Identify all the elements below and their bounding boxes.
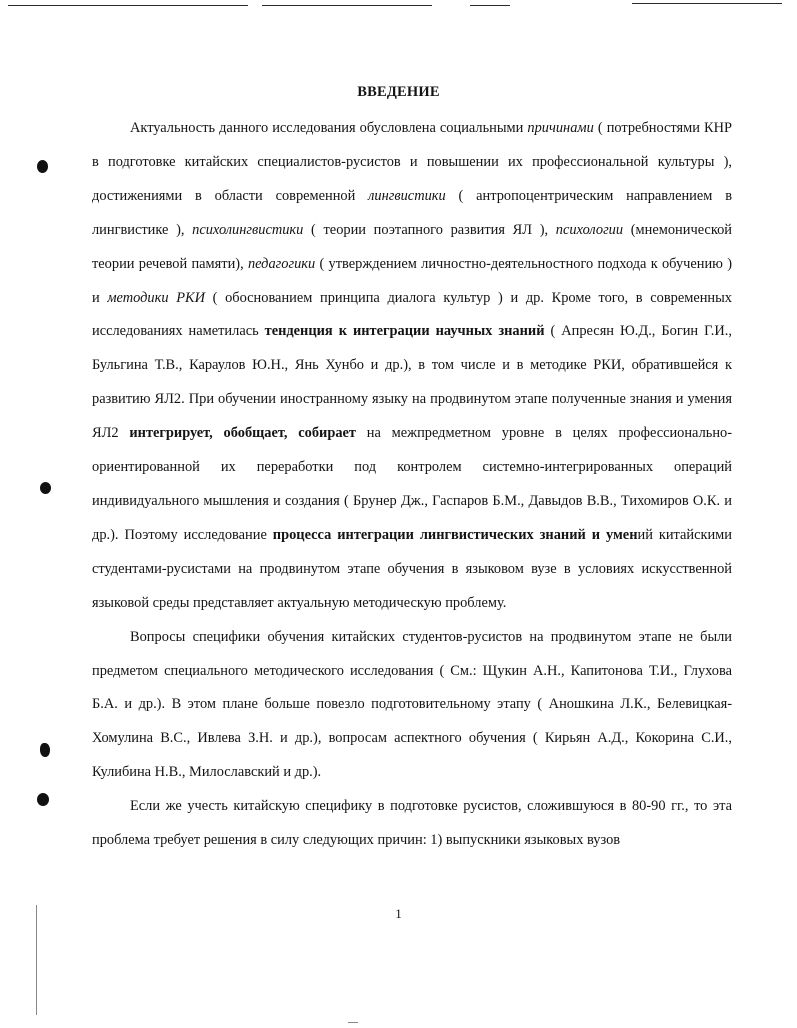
bold-term: процесса интеграции лингвистических знаний и умен (272, 526, 638, 543)
text-run: ( потребностями КНР в подготовке китайских специалистов-русистов и повышении их профессиональной культуры ), достижениями в области современной (92, 120, 732, 204)
text-run: ий китайскими студентами-русистами на продвинутом этапе обучения в языковом вузе в условиях искусственной языковой среды представляет актуальную методическую проблему. (92, 526, 732, 611)
text-run: на межпредметном уровне в целях профессионально-ориентированной их переработки под контролем системно-интегрированных операций индивидуального мышления и создания ( Брунер Дж., Гаспаров Б.М., Давыдов В.В., Тихомиров О.К. и др.). Поэтому исследование (92, 425, 733, 543)
page-title: ВВЕДЕНИЕ (357, 84, 440, 100)
italic-term: психологии (555, 221, 624, 238)
text-run: Актуальность данного исследования обусловлена социальными (130, 120, 528, 136)
italic-term: методики РКИ (107, 289, 205, 306)
italic-term: лингвистики (368, 187, 446, 204)
text-run: (мнемонической теории речевой памяти), (92, 221, 732, 272)
text-run: ( антропоцентрическим направлением в лингвистике ), (92, 187, 732, 238)
scan-edge-line (262, 5, 432, 6)
binder-hole-mark (37, 160, 48, 173)
scan-edge-line (470, 5, 510, 6)
binder-hole-mark (40, 482, 51, 494)
paragraph (92, 790, 732, 858)
paragraph (92, 112, 732, 621)
scan-edge-line (8, 5, 248, 6)
text-run: Вопросы специфики обучения китайских студентов-русистов на продвинутом этапе не были предметом специального методического исследования ( См.: Щукин А.Н., Капитонова Т.И., Глухова Б.А. и др.). В этом плане больше повезло подготовительному этапу ( Аношкина Л.К., Белевицкая-Хомулина В.С., Ивлева З.Н. и др.), вопросам аспектного обучения ( Кирьян А.Д., Кокорина С.И., Кулибина Н.В., Милославский и др.). (92, 628, 732, 781)
page-number: 1 (395, 906, 402, 921)
italic-term: причинами (527, 120, 594, 136)
italic-term: педагогики (247, 255, 316, 272)
scan-edge-line (348, 1022, 358, 1023)
text-run: Если же учесть китайскую специфику в подготовке русистов, сложившуюся в 80-90 гг., то эта проблема требует решения в силу следующих причин: 1) выпускники языковых вузов (92, 798, 732, 849)
text-run: ( Апресян Ю.Д., Богин Г.И., Бульгина Т.В., Караулов Ю.Н., Янь Хунбо и др.), в том числе и в методике РКИ, обратившейся к развитию ЯЛ2. При обучении иностранному языку на продвинутом этапе полученные знания и умения ЯЛ2 (92, 323, 732, 442)
text-run: ( обоснованием принципа диалога культур ) и др. Кроме того, в современных исследованиях наметилась (92, 289, 732, 340)
paragraph (92, 621, 732, 791)
binder-hole-mark (40, 743, 50, 757)
scan-edge-line (632, 3, 782, 4)
body-text (92, 112, 732, 858)
text-run: ( утверждением личностно-деятельностного подхода к обучению ) и (92, 255, 732, 306)
text-run: ( теории поэтапного развития ЯЛ ), (303, 221, 556, 238)
bold-term: интегрирует, обобщает, собирает (129, 425, 356, 442)
binder-hole-mark (37, 793, 49, 806)
italic-term: психолингвистики (192, 221, 304, 238)
bold-term: тенденция к интеграции научных знаний (264, 323, 545, 340)
